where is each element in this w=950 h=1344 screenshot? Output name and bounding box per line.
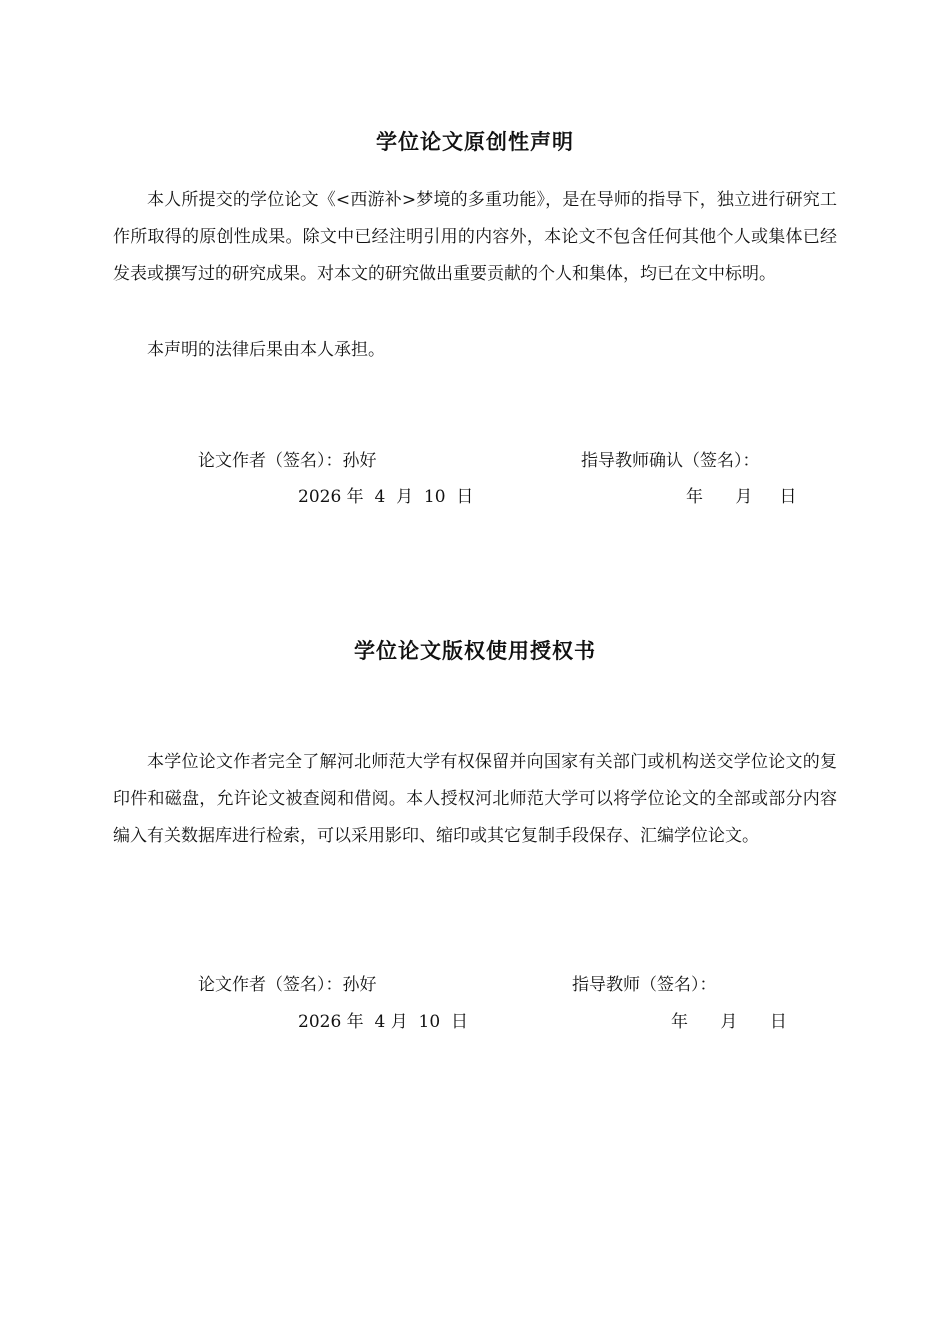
copyright-author-signature: 论文作者（签名）：孙好 [198,975,377,995]
originality-advisor-date: 年 月 日 [686,487,797,507]
liability-statement: 本声明的法律后果由本人承担。 [147,340,385,360]
originality-paragraph: 本人所提交的学位论文《<西游补>梦境的多重功能》，是在导师的指导下，独立进行研究工作所取得的原创性成果。除文中已经注明引用的内容外，本论文不包含任何其他个人或集体已经发表或撰写过的研究成果。对本文的研究做出重要贡献的个人和集体，均已在文中标明。 [113,190,837,284]
copyright-author-date: 2026 年 4 月 10 日 [298,1012,468,1032]
originality-title: 学位论文原创性声明 [376,130,574,154]
copyright-paragraph: 本学位论文作者完全了解河北师范大学有权保留并向国家有关部门或机构送交学位论文的复印件和磁盘，允许论文被查阅和借阅。本人授权河北师范大学可以将学位论文的全部或部分内容编入有关数据库进行检索，可以采用影印、缩印或其它复制手段保存、汇编学位论文。 [113,752,837,846]
originality-advisor-signature: 指导教师确认（签名）： [581,451,760,471]
copyright-advisor-date: 年 月 日 [671,1012,787,1032]
copyright-title: 学位论文版权使用授权书 [354,639,596,663]
copyright-advisor-signature: 指导教师（签名）： [572,975,717,995]
originality-author-signature: 论文作者（签名）：孙好 [198,451,377,471]
originality-author-date: 2026 年 4 月 10 日 [298,487,474,507]
